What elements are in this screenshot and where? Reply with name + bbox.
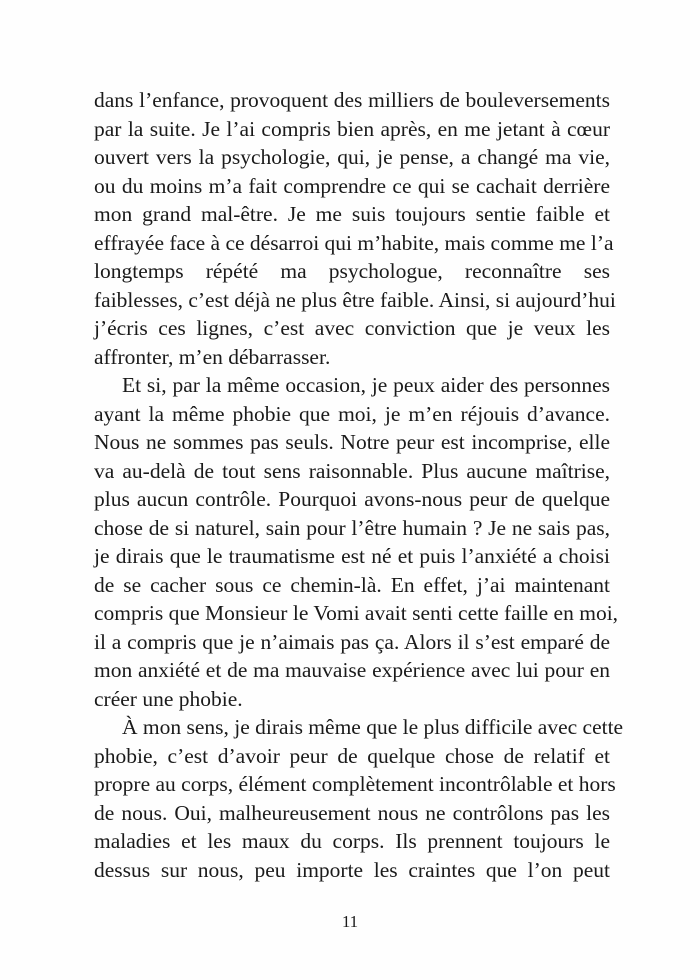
text-line: À mon sens, je dirais même que le plus difficile avec cette (122, 715, 624, 739)
text-line: effrayée face à ce désarroi qui m’habite, mais comme me l’a (94, 230, 614, 255)
text-line: je dirais que le traumatisme est né et puis l’anxiété a choisi (94, 544, 610, 568)
text-line: dans l’enfance, provoquent des milliers de bouleversements (94, 88, 610, 112)
text-line: Nous ne sommes pas seuls. Notre peur est incomprise, elle (94, 430, 610, 454)
page-number: 11 (341, 912, 359, 931)
text-line: dessus sur nous, peu importe les craintes que l’on peut (94, 857, 610, 882)
text-line: maladies et les maux du corps. Ils prennent toujours le (94, 829, 610, 853)
paragraph (94, 713, 624, 884)
text-line: mon anxiété et de ma mauvaise expérience avec lui pour en (94, 658, 610, 682)
text-line: va au-delà de tout sens raisonnable. Plus aucune maîtrise, (94, 458, 610, 483)
text-line: mon grand mal-être. Je me suis toujours sentie faible et (94, 202, 610, 226)
text-line: de se cacher sous ce chemin-là. En effet, j’ai maintenant (94, 572, 610, 597)
text-line: phobie, c’est d’avoir peur de quelque chose de relatif et (94, 743, 610, 768)
text-line: compris que Monsieur le Vomi avait senti cette faille en moi, (94, 601, 619, 625)
text-line: j’écris ces lignes, c’est avec conviction que je veux les (94, 316, 610, 340)
text-line: longtemps répété ma psychologue, reconnaître ses (94, 259, 610, 283)
text-line: plus aucun contrôle. Pourquoi avons-nous peur de quelque (94, 487, 610, 511)
text-line: ou du moins m’a fait comprendre ce qui se cachait derrière (94, 173, 610, 198)
text-line: par la suite. Je l’ai compris bien après, en me jetant à cœur (94, 116, 610, 141)
text-line: ouvert vers la psychologie, qui, je pense, a changé ma vie, (94, 145, 610, 169)
body-text (94, 86, 624, 884)
text-line: affronter, m’en débarrasser. (94, 344, 331, 369)
text-line: propre au corps, élément complètement incontrôlable et hors (94, 772, 616, 796)
text-line: faiblesses, c’est déjà ne plus être faible. Ainsi, si aujourd’hui (94, 287, 616, 312)
text-line: il a compris que je n’aimais pas ça. Alors il s’est emparé de (94, 629, 610, 654)
paragraph (94, 371, 619, 713)
text-line: créer une phobie. (94, 686, 243, 711)
text-line: chose de si naturel, sain pour l’être humain ? Je ne sais pas, (94, 515, 610, 540)
text-line: Et si, par la même occasion, je peux aider des personnes (122, 373, 610, 397)
paragraph (94, 86, 616, 371)
text-line: ayant la même phobie que moi, je m’en réjouis d’avance. (94, 401, 610, 426)
text-line: de nous. Oui, malheureusement nous ne contrôlons pas les (94, 800, 610, 825)
